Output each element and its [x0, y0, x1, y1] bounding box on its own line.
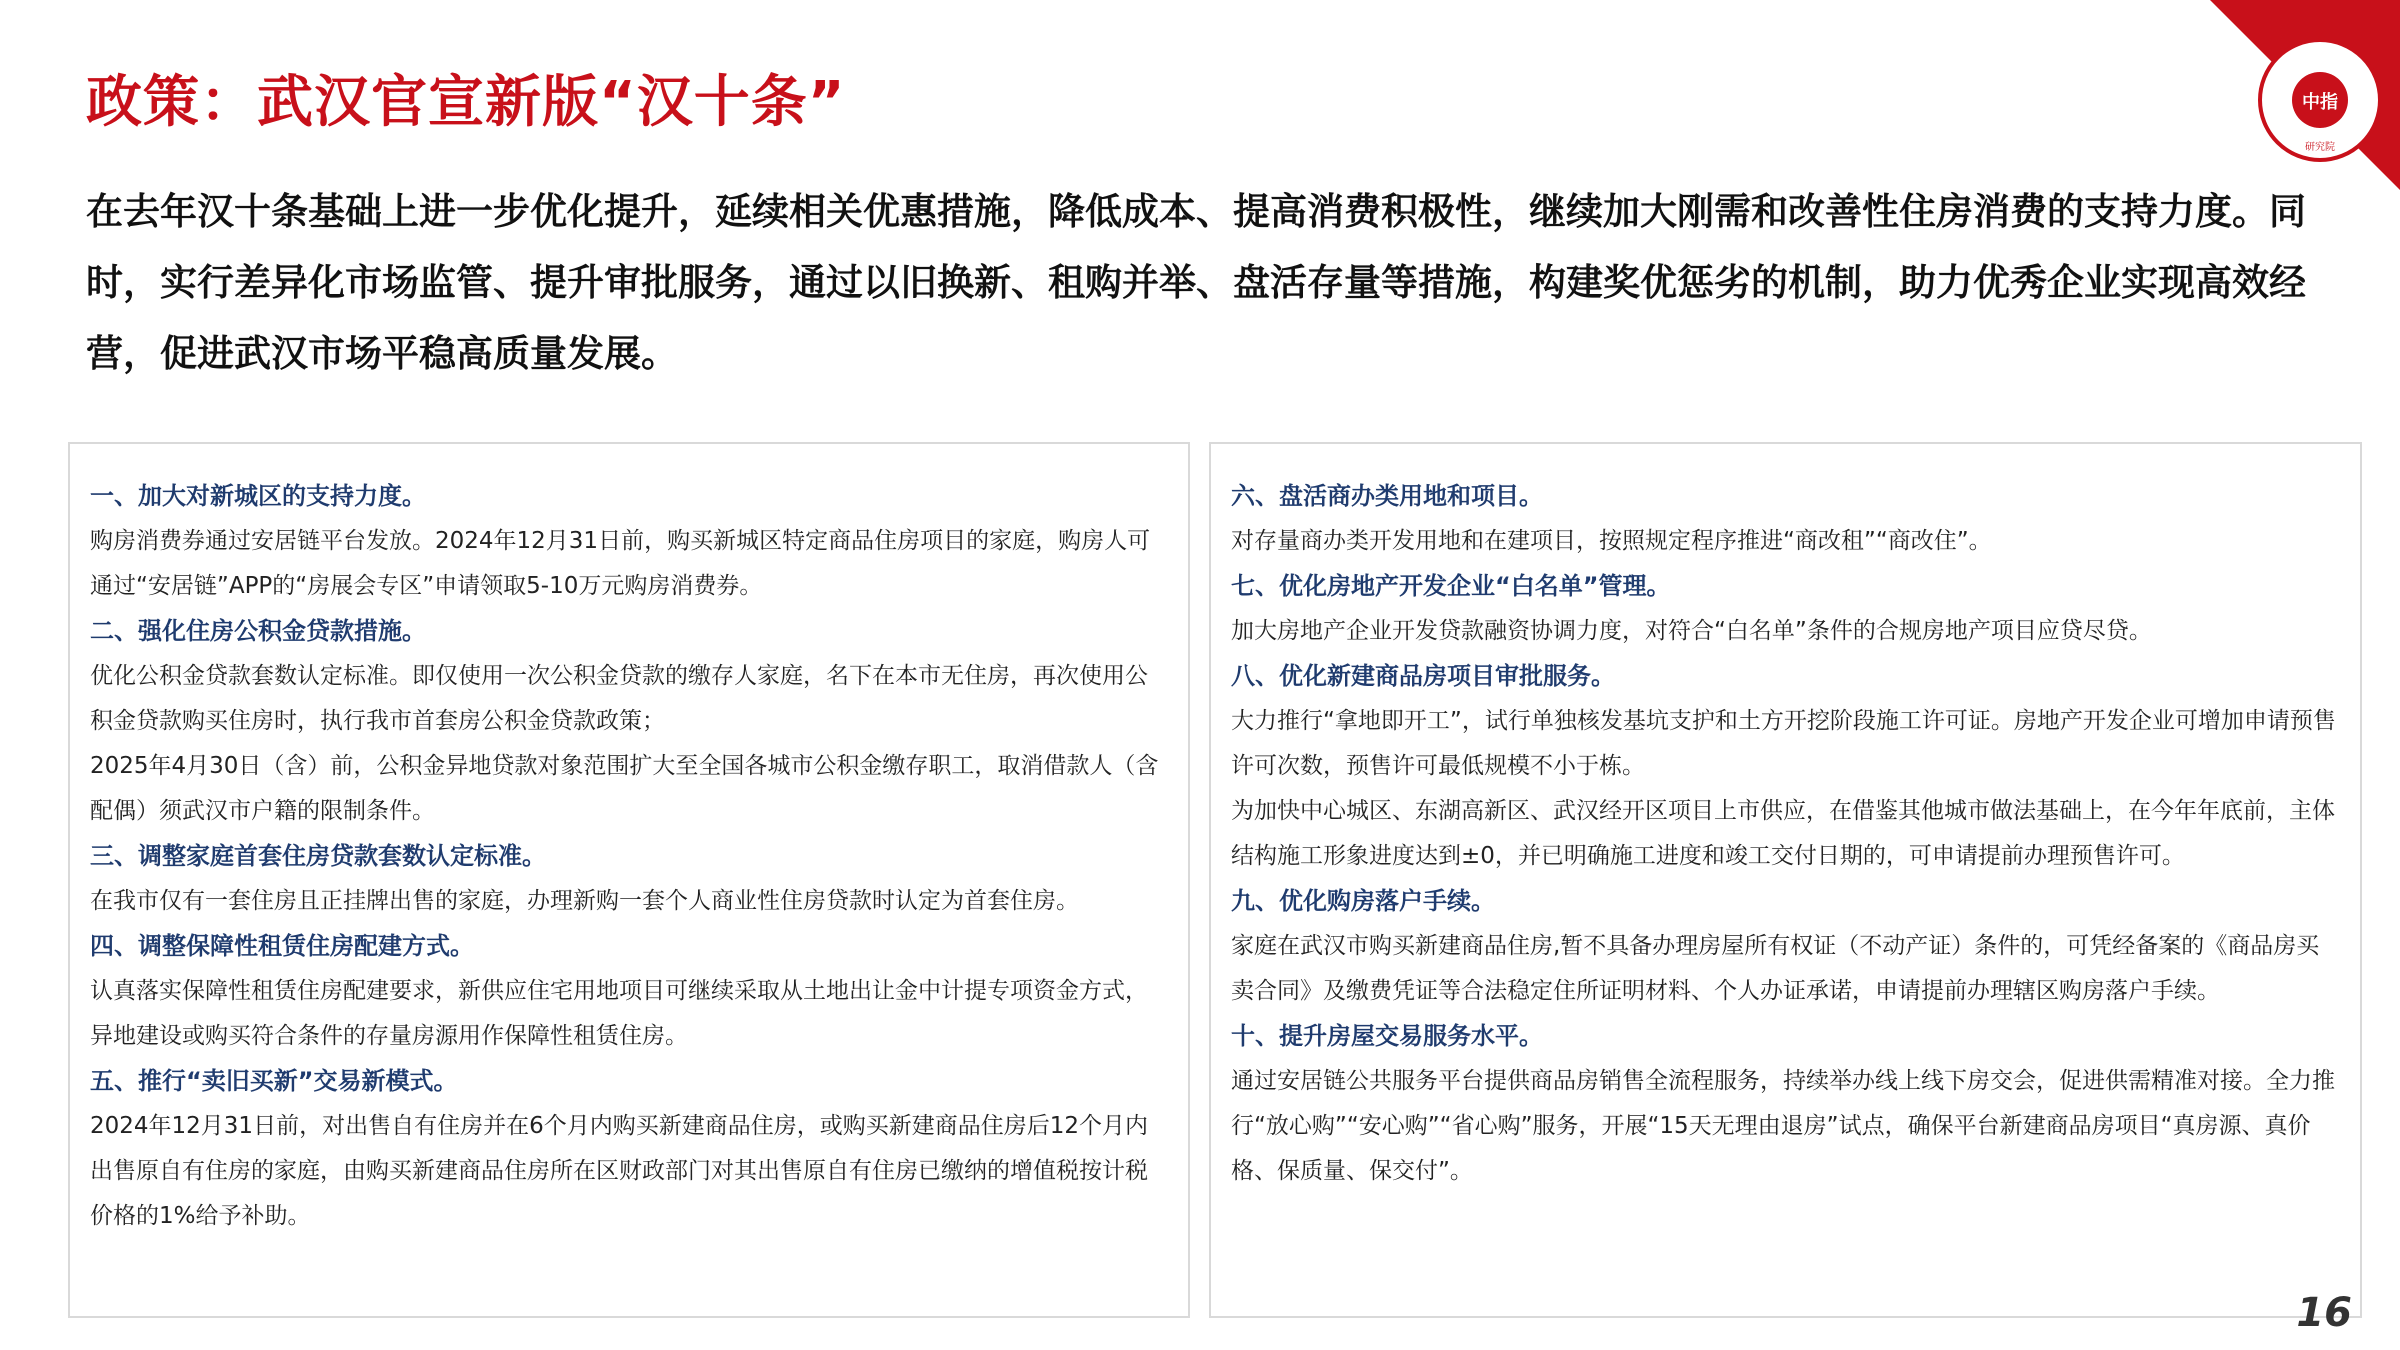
- policy-item: [90, 474, 1166, 609]
- policy-heading: 十、提升房屋交易服务水平。: [1231, 1022, 1543, 1050]
- intro-paragraph: 在去年汉十条基础上进一步优化提升，延续相关优惠措施，降低成本、提高消费积极性，继续加大刚需和改善性住房消费的支持力度。同时，实行差异化市场监管、提升审批服务，通过以旧换新、租购并举、盘活存量等措施，构建奖优惩劣的机制，助力优秀企业实现高效经营，促进武汉市场平稳高质量发展。: [86, 190, 2306, 375]
- policy-text: 优化公积金贷款套数认定标准。即仅使用一次公积金贷款的缴存人家庭，名下在本市无住房，再次使用公积金贷款购买住房时，执行我市首套房公积金贷款政策；: [90, 663, 1148, 734]
- policy-text: 在我市仅有一套住房且正挂牌出售的家庭，办理新购一套个人商业性住房贷款时认定为首套住房。: [90, 888, 1079, 914]
- policy-heading: 六、盘活商办类用地和项目。: [1231, 482, 1543, 510]
- policy-heading: 五、推行“卖旧买新”交易新模式。: [90, 1067, 458, 1095]
- policy-heading: 九、优化购房落户手续。: [1231, 887, 1495, 915]
- policy-item: [1231, 1014, 2338, 1194]
- policy-panel-right: [1209, 442, 2362, 1318]
- policy-heading: 七、优化房地产开发企业“白名单”管理。: [1231, 572, 1671, 600]
- policy-text: 对存量商办类开发用地和在建项目，按照规定程序推进“商改租”“商改住”。: [1231, 528, 1992, 554]
- policy-heading: 三、调整家庭首套住房贷款套数认定标准。: [90, 842, 546, 870]
- policy-heading: 二、强化住房公积金贷款措施。: [90, 617, 426, 645]
- policy-item: [1231, 474, 2338, 564]
- policy-heading: 一、加大对新城区的支持力度。: [90, 482, 426, 510]
- policy-text: 认真落实保障性租赁住房配建要求，新供应住宅用地项目可继续采取从土地出让金中计提专项资金方式，异地建设或购买符合条件的存量房源用作保障性租赁住房。: [90, 978, 1148, 1049]
- policy-text: 2024年12月31日前，对出售自有住房并在6个月内购买新建商品住房，或购买新建商品住房后12个月内出售原自有住房的家庭，由购买新建商品住房所在区财政部门对其出售原自有住房已缴纳的增值税按计税价格的1%给予补助。: [90, 1113, 1148, 1229]
- policy-text: 购房消费券通过安居链平台发放。2024年12月31日前，购买新城区特定商品住房项目的家庭，购房人可通过“安居链”APP的“房展会专区”申请领取5-10万元购房消费券。: [90, 528, 1151, 599]
- page-title: 政策：武汉官宣新版“汉十条”: [86, 70, 846, 135]
- policy-item: [90, 609, 1166, 834]
- policy-item: [1231, 564, 2338, 654]
- policy-item: [90, 1059, 1166, 1239]
- policy-item: [90, 924, 1166, 1059]
- policy-text: 加大房地产企业开发贷款融资协调力度，对符合“白名单”条件的合规房地产项目应贷尽贷。: [1231, 618, 2152, 644]
- policy-heading: 四、调整保障性租赁住房配建方式。: [90, 932, 474, 960]
- page-number: 16: [2296, 1290, 2352, 1336]
- policy-text: 2025年4月30日（含）前，公积金异地贷款对象范围扩大至全国各城市公积金缴存职工，取消借款人（含配偶）须武汉市户籍的限制条件。: [90, 753, 1159, 824]
- policy-text: 通过安居链公共服务平台提供商品房销售全流程服务，持续举办线上线下房交会，促进供需精准对接。全力推行“放心购”“安心购”“省心购”服务，开展“15天无理由退房”试点，确保平台新建商品房项目“真房源、真价格、保质量、保交付”。: [1231, 1068, 2335, 1184]
- policy-heading: 八、优化新建商品房项目审批服务。: [1231, 662, 1615, 690]
- policy-item: [1231, 879, 2338, 1014]
- seal-center-text: 中指: [2302, 92, 2338, 113]
- policy-text: 为加快中心城区、东湖高新区、武汉经开区项目上市供应，在借鉴其他城市做法基础上，在今年年底前，主体结构施工形象进度达到±0，并已明确施工进度和竣工交付日期的，可申请提前办理预售许可。: [1231, 798, 2335, 869]
- policy-item: [1231, 654, 2338, 879]
- policy-panel-left: [68, 442, 1190, 1318]
- policy-text: 家庭在武汉市购买新建商品住房,暂不具备办理房屋所有权证（不动产证）条件的，可凭经备案的《商品房买卖合同》及缴费凭证等合法稳定住所证明材料、个人办证承诺，申请提前办理辖区购房落户手续。: [1231, 933, 2320, 1004]
- policy-item: [90, 834, 1166, 924]
- policy-text: 大力推行“拿地即开工”，试行单独核发基坑支护和土方开挖阶段施工许可证。房地产开发企业可增加申请预售许可次数，预售许可最低规模不小于栋。: [1231, 708, 2336, 779]
- seal-bottom-text: 研究院: [2305, 142, 2335, 153]
